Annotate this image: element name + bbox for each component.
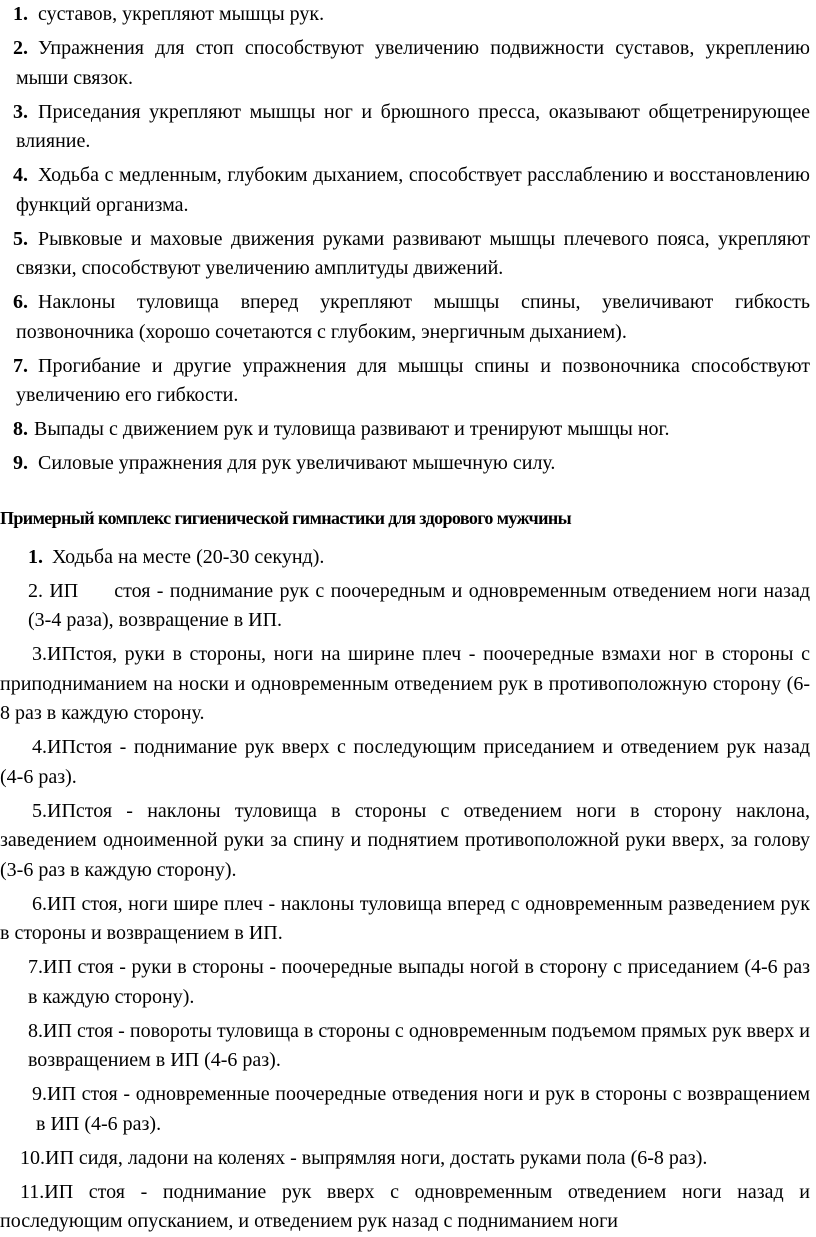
list-item-text: Ходьба с медленным, глубоким дыханием, способствует расслаблению и восстановлению функций организма. (16, 164, 810, 216)
list-item-number: 4.ИП (32, 736, 76, 758)
list-item (0, 98, 810, 157)
list-item (0, 34, 810, 93)
exercise-complex-list (0, 543, 810, 1237)
list-item-text: Силовые упражнения для рук увеличивают мышечную силу. (38, 452, 556, 474)
list-item (0, 543, 810, 573)
list-item-number: 2. ИП (28, 579, 79, 602)
list-item-text: Упражнения для стоп способствуют увеличению подвижности суставов, укреплению мыши связок. (16, 37, 810, 89)
list-item-number: 1. (13, 3, 28, 25)
list-item-text: стоя - одновременные поочередные отведения ноги и рук в стороны с возвращением (81, 1083, 810, 1105)
list-item (0, 640, 810, 729)
list-item (0, 1017, 810, 1076)
section-heading: Примерный комплекс гигиенической гимнастики для здорового мужчины (0, 507, 572, 528)
list-item-number: 6.ИП (32, 892, 76, 915)
list-item-number: 4. (13, 164, 28, 186)
list-item (0, 352, 810, 411)
benefits-list (0, 0, 810, 479)
list-item (0, 890, 810, 949)
list-item-number: 9. (13, 452, 28, 474)
list-item-number: 2. (13, 37, 28, 59)
list-item-text: стоя, ноги шире плеч - наклоны туловища вперед с одновременным разведением рук в стороны и возвращением в ИП. (0, 892, 810, 944)
list-item-text: Ходьба на месте (20-30 секунд). (52, 545, 325, 568)
list-item-text: суставов, укрепляют мышцы рук. (38, 3, 325, 25)
list-item-number: 7.ИП (28, 956, 72, 978)
list-item-text: стоя - поднимание рук вверх с последующим приседанием и отведением рук назад (4-6 раз). (0, 736, 810, 788)
list-item-text: стоя - повороты туловища в стороны с одновременным подъемом прямых рук вверх и возвращением в ИП (4-6 раз). (28, 1019, 811, 1071)
list-item (0, 797, 810, 886)
list-item (0, 577, 810, 636)
list-item-text: сидя, ладони на коленях - выпрямляя ноги, достать руками пола (6-8 раз). (78, 1146, 708, 1169)
list-item (0, 225, 810, 284)
list-item-number: 8. (13, 418, 28, 440)
list-item-number: 6. (13, 291, 28, 313)
list-item-text: стоя - руки в стороны - поочередные выпады ногой в сторону с приседанием (4-6 раз в каждую сторону). (28, 956, 811, 1008)
list-item-number: 11.ИП (20, 1180, 74, 1203)
list-item-number: 9.ИП (32, 1083, 76, 1105)
list-item-text: Приседания укрепляют мышцы ног и брюшного пресса, оказывают общетренирующее влияние. (16, 100, 810, 152)
list-item-text: Наклоны туловища вперед укрепляют мышцы спины, увеличивают гибкость позвоночника (хорошо сочетаются с глубоким, энергичным дыханием). (16, 291, 810, 343)
list-item-number: 1. (28, 545, 43, 568)
list-item (0, 1144, 810, 1174)
list-item-text: Выпады с движением рук и туловища развивают и тренируют мышцы ног. (34, 418, 670, 440)
list-item-text-tail: в ИП (4-6 раз). (36, 1112, 162, 1135)
list-item (0, 1178, 810, 1237)
list-item-text: стоя - поднимание рук с поочередным и одновременным отведением ноги назад (3-4 раза), возвращение в ИП. (28, 579, 810, 631)
list-item (0, 161, 810, 220)
list-item-text: Прогибание и другие упражнения для мышцы спины и позвоночника способствуют увеличению его гибкости. (16, 354, 810, 406)
list-item (0, 0, 810, 30)
list-item (0, 953, 810, 1012)
list-item (0, 449, 810, 479)
list-item-text: стоя - поднимание рук вверх с одновременным отведением ноги назад и последующим опусканием, и отведением рук назад с подниманием ноги (0, 1180, 811, 1232)
list-item-number: 5.ИП (32, 799, 76, 822)
list-item-number: 3. (13, 100, 28, 123)
list-item-number: 10.ИП (20, 1146, 74, 1169)
list-item-number: 7. (13, 354, 28, 377)
list-item-text: стоя - наклоны туловища в стороны с отведением ноги в сторону наклона, заведением одноименной руки за спину и поднятием противоположной руки вверх, за голову (3-6 раз в каждую сторону). (0, 799, 810, 881)
list-item-text: стоя, руки в стороны, ноги на ширине плеч - поочередные взмахи ног в стороны с приподниманием на носки и одновременным отведением рук в противоположную сторону (6-8 раз в каждую сторону. (0, 643, 810, 724)
list-item-number: 3.ИП (32, 643, 76, 665)
list-item-number: 5. (13, 227, 28, 250)
list-item (0, 733, 810, 792)
list-item (0, 415, 810, 445)
list-item-text: Рывковые и маховые движения руками развивают мышцы плечевого пояса, укрепляют связки, способствуют увеличению амплитуды движений. (16, 227, 810, 279)
list-item-number: 8.ИП (28, 1019, 72, 1042)
list-item (0, 1080, 810, 1139)
list-item (0, 288, 810, 347)
